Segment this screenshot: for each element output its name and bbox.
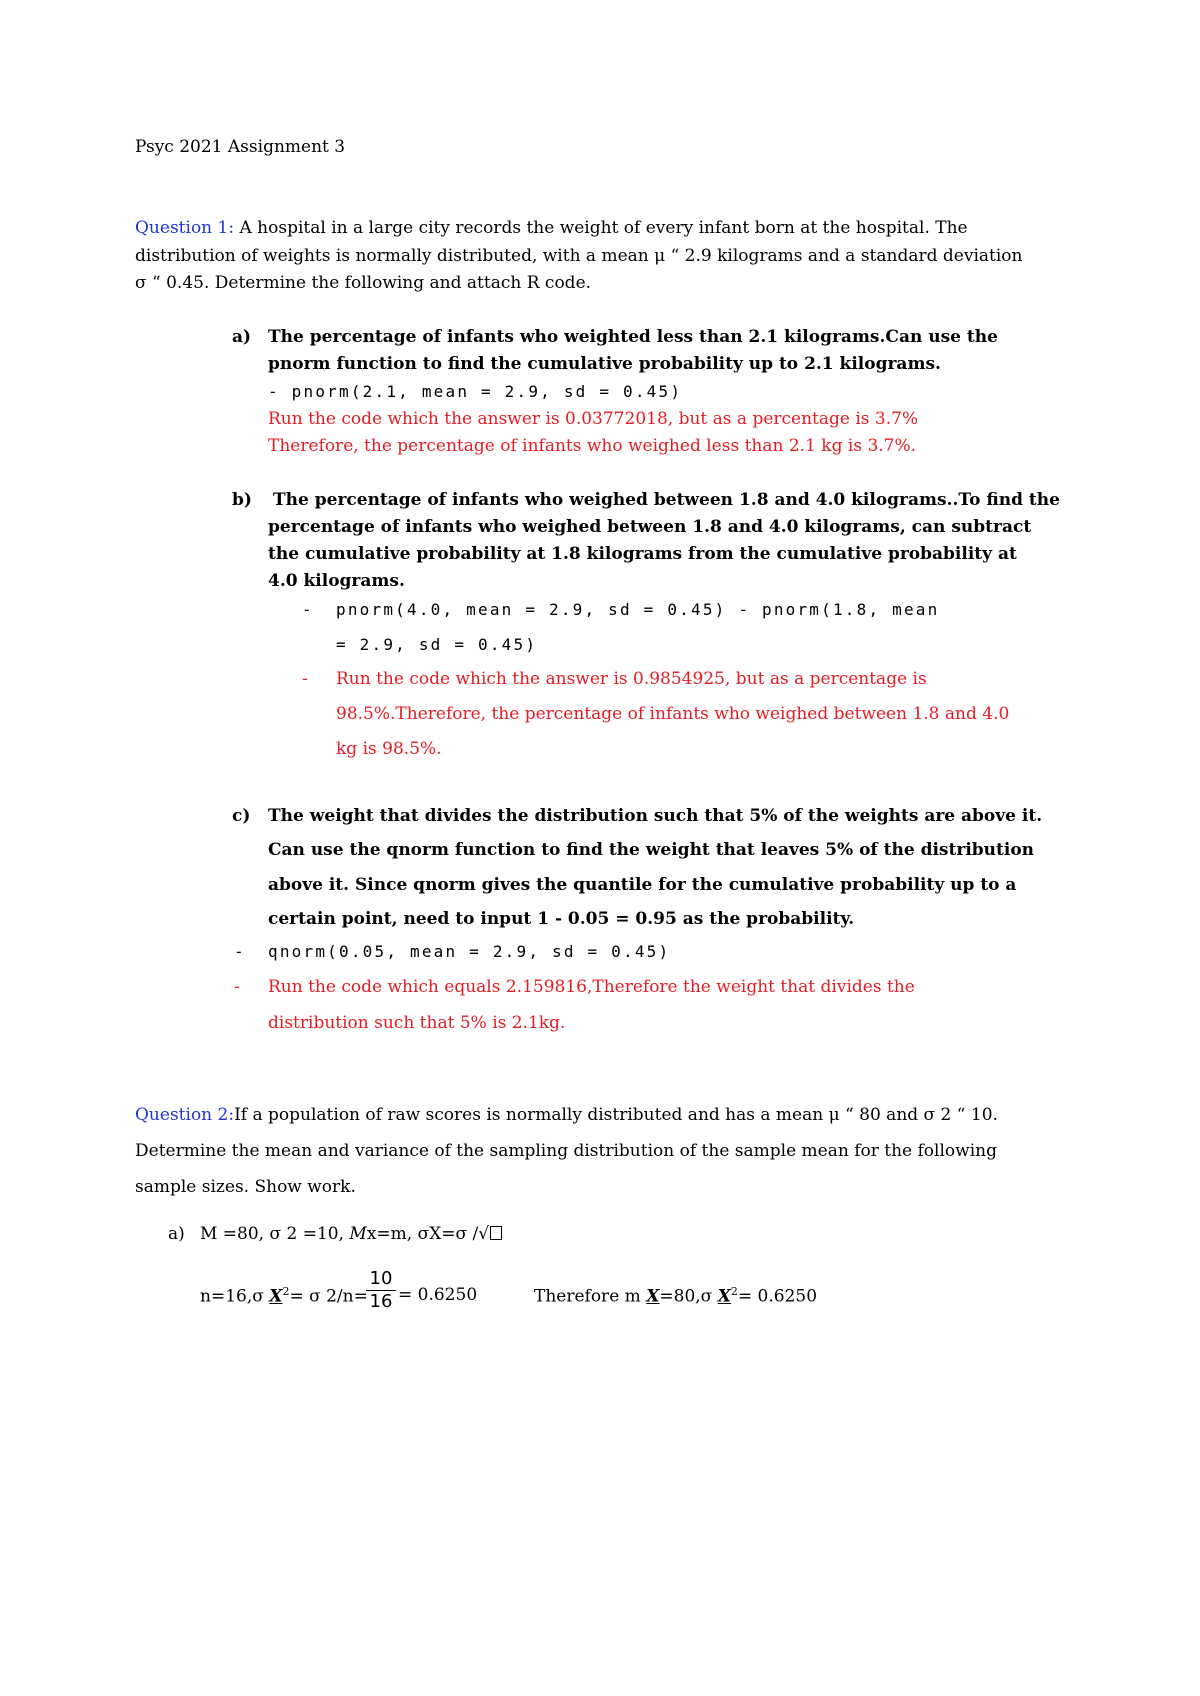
q1b-line2: percentage of infants who weighed between 1.8 and 4.0 kilograms, can subtract <box>268 517 1032 537</box>
q2-line3: sample sizes. Show work. <box>135 1177 356 1197</box>
q1c-code: qnorm(0.05, mean = 2.9, sd = 0.45) <box>268 942 671 961</box>
q1c-code-dash: - <box>234 942 246 961</box>
therefore-mid: =80,σ <box>659 1286 718 1307</box>
q1-label: Question 1: <box>135 218 235 238</box>
q2a-line2-pre: n=16,σ <box>200 1286 270 1307</box>
xbar-symbol: X <box>646 1286 660 1307</box>
q2-line1 <box>135 1105 998 1125</box>
q1b-code-2: = 2.9, sd = 0.45) <box>336 635 538 654</box>
q1a-code: - pnorm(2.1, mean = 2.9, sd = 0.45) <box>268 382 683 401</box>
q2a-line1-post: x=m, σX=σ /√ <box>366 1224 490 1244</box>
q2a-therefore <box>534 1285 817 1307</box>
therefore-pre: Therefore m <box>534 1286 647 1307</box>
q1b-answer-dash: - <box>302 669 308 689</box>
superscript: 2 <box>282 1285 290 1298</box>
q2-line2: Determine the mean and variance of the sampling distribution of the sample mean for the following <box>135 1141 997 1161</box>
q1b-line3: the cumulative probability at 1.8 kilograms from the cumulative probability at <box>268 544 1017 564</box>
q2-text-1: If a population of raw scores is normally distributed and has a mean μ “ 80 and σ 2 “ 10. <box>234 1105 998 1125</box>
q1b-line1: The percentage of infants who weighed between 1.8 and 4.0 kilograms..To find the <box>273 490 1060 510</box>
q2a-line1-pre: M =80, σ 2 =10, <box>200 1224 350 1244</box>
q1a-answer-2: Therefore, the percentage of infants who weighed less than 2.1 kg is 3.7%. <box>268 436 917 456</box>
q2a-line2 <box>200 1285 368 1307</box>
q1c-answer-dash: - <box>234 977 240 997</box>
q1-line3: σ “ 0.45. Determine the following and attach R code. <box>135 273 592 293</box>
q1b-code-dash: - <box>302 600 314 619</box>
xbar-symbol: X <box>717 1286 731 1307</box>
q1a-answer-1: Run the code which the answer is 0.03772018, but as a percentage is 3.7% <box>268 409 919 429</box>
q1c-line1: The weight that divides the distribution such that 5% of the weights are above it. <box>268 806 1043 826</box>
q2a-line2-end: = 0.6250 <box>398 1285 478 1305</box>
q2a-line1 <box>200 1224 502 1244</box>
q2a-marker: a) <box>168 1224 185 1244</box>
q1c-line2: Can use the qnorm function to find the weight that leaves 5% of the distribution <box>268 840 1035 860</box>
q1-text-1: A hospital in a large city records the weight of every infant born at the hospital. The <box>234 218 968 238</box>
q1b-answer-3: kg is 98.5%. <box>336 739 442 759</box>
q1c-line3: above it. Since qnorm gives the quantile for the cumulative probability up to a <box>268 875 1017 895</box>
q2a-line2-mid: = σ 2/n= <box>289 1286 368 1307</box>
q1b-answer-1: Run the code which the answer is 0.9854925, but as a percentage is <box>336 669 927 689</box>
xbar-symbol: X <box>269 1286 283 1307</box>
q1c-answer-1: Run the code which equals 2.159816,Therefore the weight that divides the <box>268 977 915 997</box>
q1b-answer-2: 98.5%.Therefore, the percentage of infants who weighed between 1.8 and 4.0 <box>336 704 1010 724</box>
missing-glyph-box <box>490 1226 502 1240</box>
q1a-marker: a) <box>232 327 252 347</box>
q1c-answer-2: distribution such that 5% is 2.1kg. <box>268 1013 566 1033</box>
q1b-code-1: pnorm(4.0, mean = 2.9, sd = 0.45) - pnorm(1.8, mean <box>336 600 940 619</box>
fraction-denominator: 16 <box>369 1291 393 1312</box>
q2-label: Question 2: <box>135 1105 235 1125</box>
q2a-mx: M <box>349 1224 367 1244</box>
superscript: 2 <box>730 1285 738 1298</box>
fraction-numerator: 10 <box>366 1268 396 1291</box>
q1-line1 <box>135 218 968 238</box>
q1b-marker: b) <box>232 490 252 510</box>
therefore-end: = 0.6250 <box>737 1286 818 1307</box>
fraction <box>366 1268 396 1313</box>
q1a-line1: The percentage of infants who weighted less than 2.1 kilograms.Can use the <box>268 327 998 347</box>
q1-line2: distribution of weights is normally distributed, with a mean μ “ 2.9 kilograms and a standard deviation <box>135 246 1023 266</box>
q1c-line4: certain point, need to input 1 - 0.05 = 0.95 as the probability. <box>268 909 855 929</box>
page-title: Psyc 2021 Assignment 3 <box>135 137 346 157</box>
q1c-marker: c) <box>232 806 251 826</box>
q1b-line4: 4.0 kilograms. <box>268 571 405 591</box>
q1a-line2: pnorm function to find the cumulative probability up to 2.1 kilograms. <box>268 354 941 374</box>
